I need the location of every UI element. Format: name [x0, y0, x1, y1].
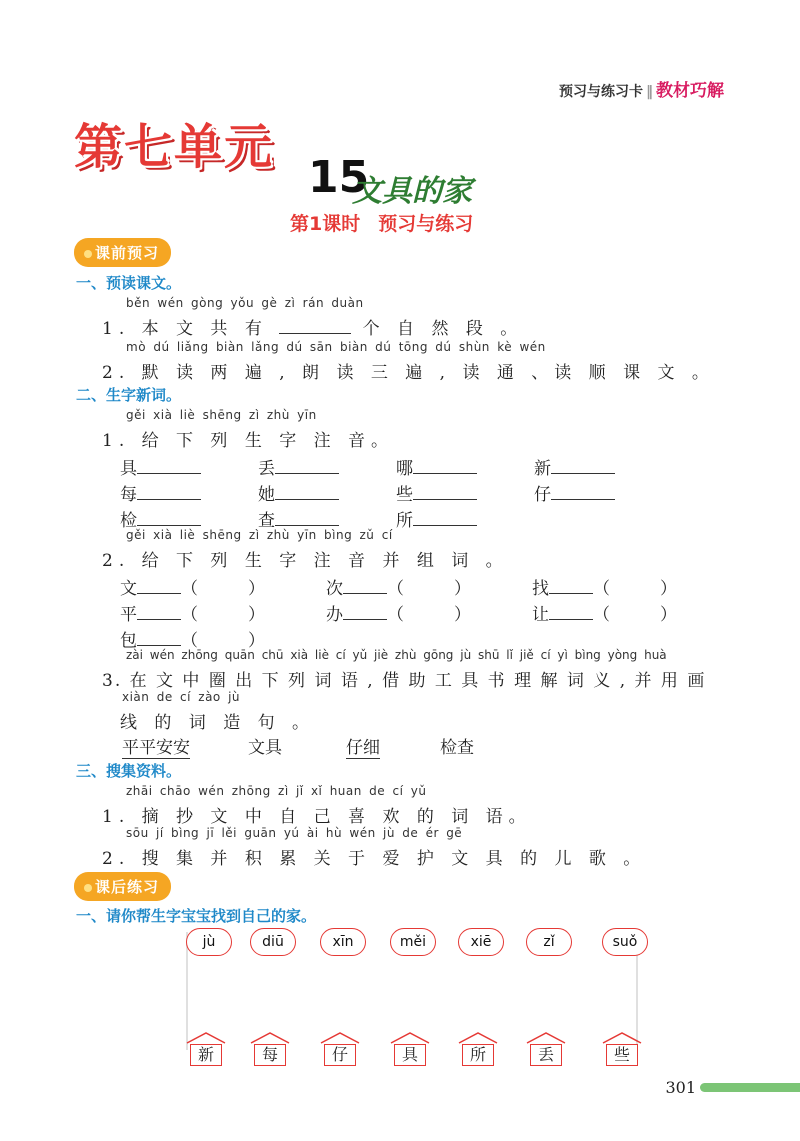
char-cell: 仔 [534, 480, 615, 505]
pinyin-bubble[interactable]: suǒ [602, 928, 648, 956]
section-2-title: 二、生字新词。 [76, 386, 182, 404]
badge-preview [74, 238, 171, 267]
question-1-2: 2. 默 读 两 遍 , 朗 读 三 遍 , 读 通 、读 顺 课 文 。 [102, 363, 715, 383]
house-char: 所 [462, 1044, 494, 1066]
question-text: 1. 本 文 共 有 [102, 319, 268, 339]
pinyin-line: běn wén gòng yǒu gè zì rán duàn [126, 296, 364, 310]
house-char: 些 [606, 1044, 638, 1066]
answer-blank[interactable] [413, 457, 477, 474]
answer-blank[interactable] [279, 317, 351, 334]
pinyin-bubble[interactable]: jù [186, 928, 232, 956]
char-cell: 查 [258, 506, 339, 531]
char-cell: 些 [396, 480, 477, 505]
question-3-2: 2. 搜 集 并 积 累 关 于 爱 护 文 具 的 儿 歌 。 [102, 849, 647, 869]
answer-blank[interactable] [137, 483, 201, 500]
answer-blank[interactable] [549, 577, 593, 594]
char-cell: 找 （ ） [532, 579, 677, 599]
vocab-word: 检查 [440, 738, 474, 758]
pinyin-line: sōu jí bìng jī lěi guān yú ài hù wén jù de ér gē [126, 826, 463, 840]
answer-blank[interactable] [275, 509, 339, 526]
char-house[interactable] [458, 1032, 498, 1066]
header-separator: ‖ [646, 84, 653, 100]
pinyin-bubble[interactable]: měi [390, 928, 436, 956]
answer-blank[interactable] [137, 577, 181, 594]
pinyin-line: gěi xià liè shēng zì zhù yīn [126, 408, 317, 422]
char-house[interactable] [250, 1032, 290, 1066]
badge-practice [74, 872, 171, 901]
question-2-2: 2. 给 下 列 生 字 注 音 并 组 词 。 [102, 551, 509, 571]
question-2-3: 3. 在 文 中 圈 出 下 列 词 语 , 借 助 工 具 书 理 解 词 义 , 并 用 画 [102, 671, 707, 691]
vocab-word: 文具 [248, 738, 282, 758]
char-cell: 次 （ ） [326, 579, 471, 599]
pinyin-bubble[interactable]: xīn [320, 928, 366, 956]
char-cell: 文 （ ） [120, 579, 265, 599]
char-cell: 丢 [258, 454, 339, 479]
answer-blank[interactable] [137, 603, 181, 620]
ball-icon [84, 250, 92, 258]
char-cell: 每 [120, 480, 201, 505]
char-house[interactable] [186, 1032, 226, 1066]
vocab-word: 平平安安 [122, 733, 190, 759]
char-cell: 她 [258, 480, 339, 505]
char-house[interactable] [526, 1032, 566, 1066]
char-house[interactable] [602, 1032, 642, 1066]
char-cell: 让 （ ） [532, 605, 677, 625]
question-2-3-cont: 线 的 词 造 句 。 [120, 713, 316, 733]
char-cell: 办 （ ） [326, 605, 471, 625]
badge-practice-label: 课后练习 [95, 878, 160, 896]
house-char: 具 [394, 1044, 426, 1066]
answer-blank[interactable] [275, 457, 339, 474]
answer-blank[interactable] [413, 509, 477, 526]
section-1-title: 一、预读课文。 [76, 274, 182, 292]
after-section-title: 一、请你帮生字宝宝找到自己的家。 [76, 907, 317, 925]
subtitle-type: 预习与练习 [378, 213, 474, 235]
pinyin-line: xiàn de cí zào jù [122, 690, 241, 704]
lesson-number: 15 [308, 152, 370, 203]
house-char: 每 [254, 1044, 286, 1066]
char-house[interactable] [390, 1032, 430, 1066]
vocab-word: 仔细 [346, 733, 380, 759]
char-house[interactable] [320, 1032, 360, 1066]
char-cell: 平 （ ） [120, 605, 265, 625]
char-cell: 所 [396, 506, 477, 531]
question-2-1: 1. 给 下 列 生 字 注 音。 [102, 431, 395, 451]
house-char: 仔 [324, 1044, 356, 1066]
pinyin-line: zhāi chāo wén zhōng zì jǐ xǐ huan de cí yǔ [126, 784, 427, 798]
page-number: 301 [665, 1078, 696, 1097]
header-left-label: 预习与练习卡 [559, 84, 643, 100]
house-char: 新 [190, 1044, 222, 1066]
badge-preview-label: 课前预习 [95, 244, 160, 262]
question-3-1: 1. 摘 抄 文 中 自 己 喜 欢 的 词 语。 [102, 807, 532, 827]
answer-blank[interactable] [549, 603, 593, 620]
answer-blank[interactable] [343, 603, 387, 620]
answer-blank[interactable] [413, 483, 477, 500]
pinyin-bubble[interactable]: zǐ [526, 928, 572, 956]
char-cell: 检 [120, 506, 201, 531]
house-char: 丢 [530, 1044, 562, 1066]
answer-blank[interactable] [137, 629, 181, 646]
ball-icon [84, 884, 92, 892]
answer-blank[interactable] [137, 509, 201, 526]
answer-blank[interactable] [275, 483, 339, 500]
answer-blank[interactable] [551, 457, 615, 474]
char-cell: 包 （ ） [120, 631, 265, 651]
char-cell: 具 [120, 454, 201, 479]
char-cell: 哪 [396, 454, 477, 479]
section-3-title: 三、搜集资料。 [76, 762, 182, 780]
subtitle-period: 第1课时 [290, 213, 361, 235]
question-1-1 [102, 314, 523, 339]
answer-blank[interactable] [551, 483, 615, 500]
page-bar-decoration [700, 1083, 800, 1092]
answer-blank[interactable] [137, 457, 201, 474]
pinyin-line: mò dú liǎng biàn lǎng dú sān biàn dú tōng dú shùn kè wén [126, 340, 546, 354]
unit-title: 第七单元 [74, 119, 275, 175]
pinyin-bubble[interactable]: xiē [458, 928, 504, 956]
header-brand: 教材巧解 [656, 81, 724, 101]
pinyin-bubble[interactable]: diū [250, 928, 296, 956]
char-cell: 新 [534, 454, 615, 479]
question-text: 个 自 然 段 。 [362, 319, 524, 339]
lesson-name: 文具的家 [352, 174, 472, 209]
pinyin-line: zài wén zhōng quān chū xià liè cí yǔ jiè zhù gōng jù shū lǐ jiě cí yì bìng yòng huà [126, 648, 667, 662]
answer-blank[interactable] [343, 577, 387, 594]
header-tag [559, 76, 724, 101]
lesson-subtitle [290, 209, 473, 236]
pinyin-line: gěi xià liè shēng zì zhù yīn bìng zǔ cí [126, 528, 393, 542]
